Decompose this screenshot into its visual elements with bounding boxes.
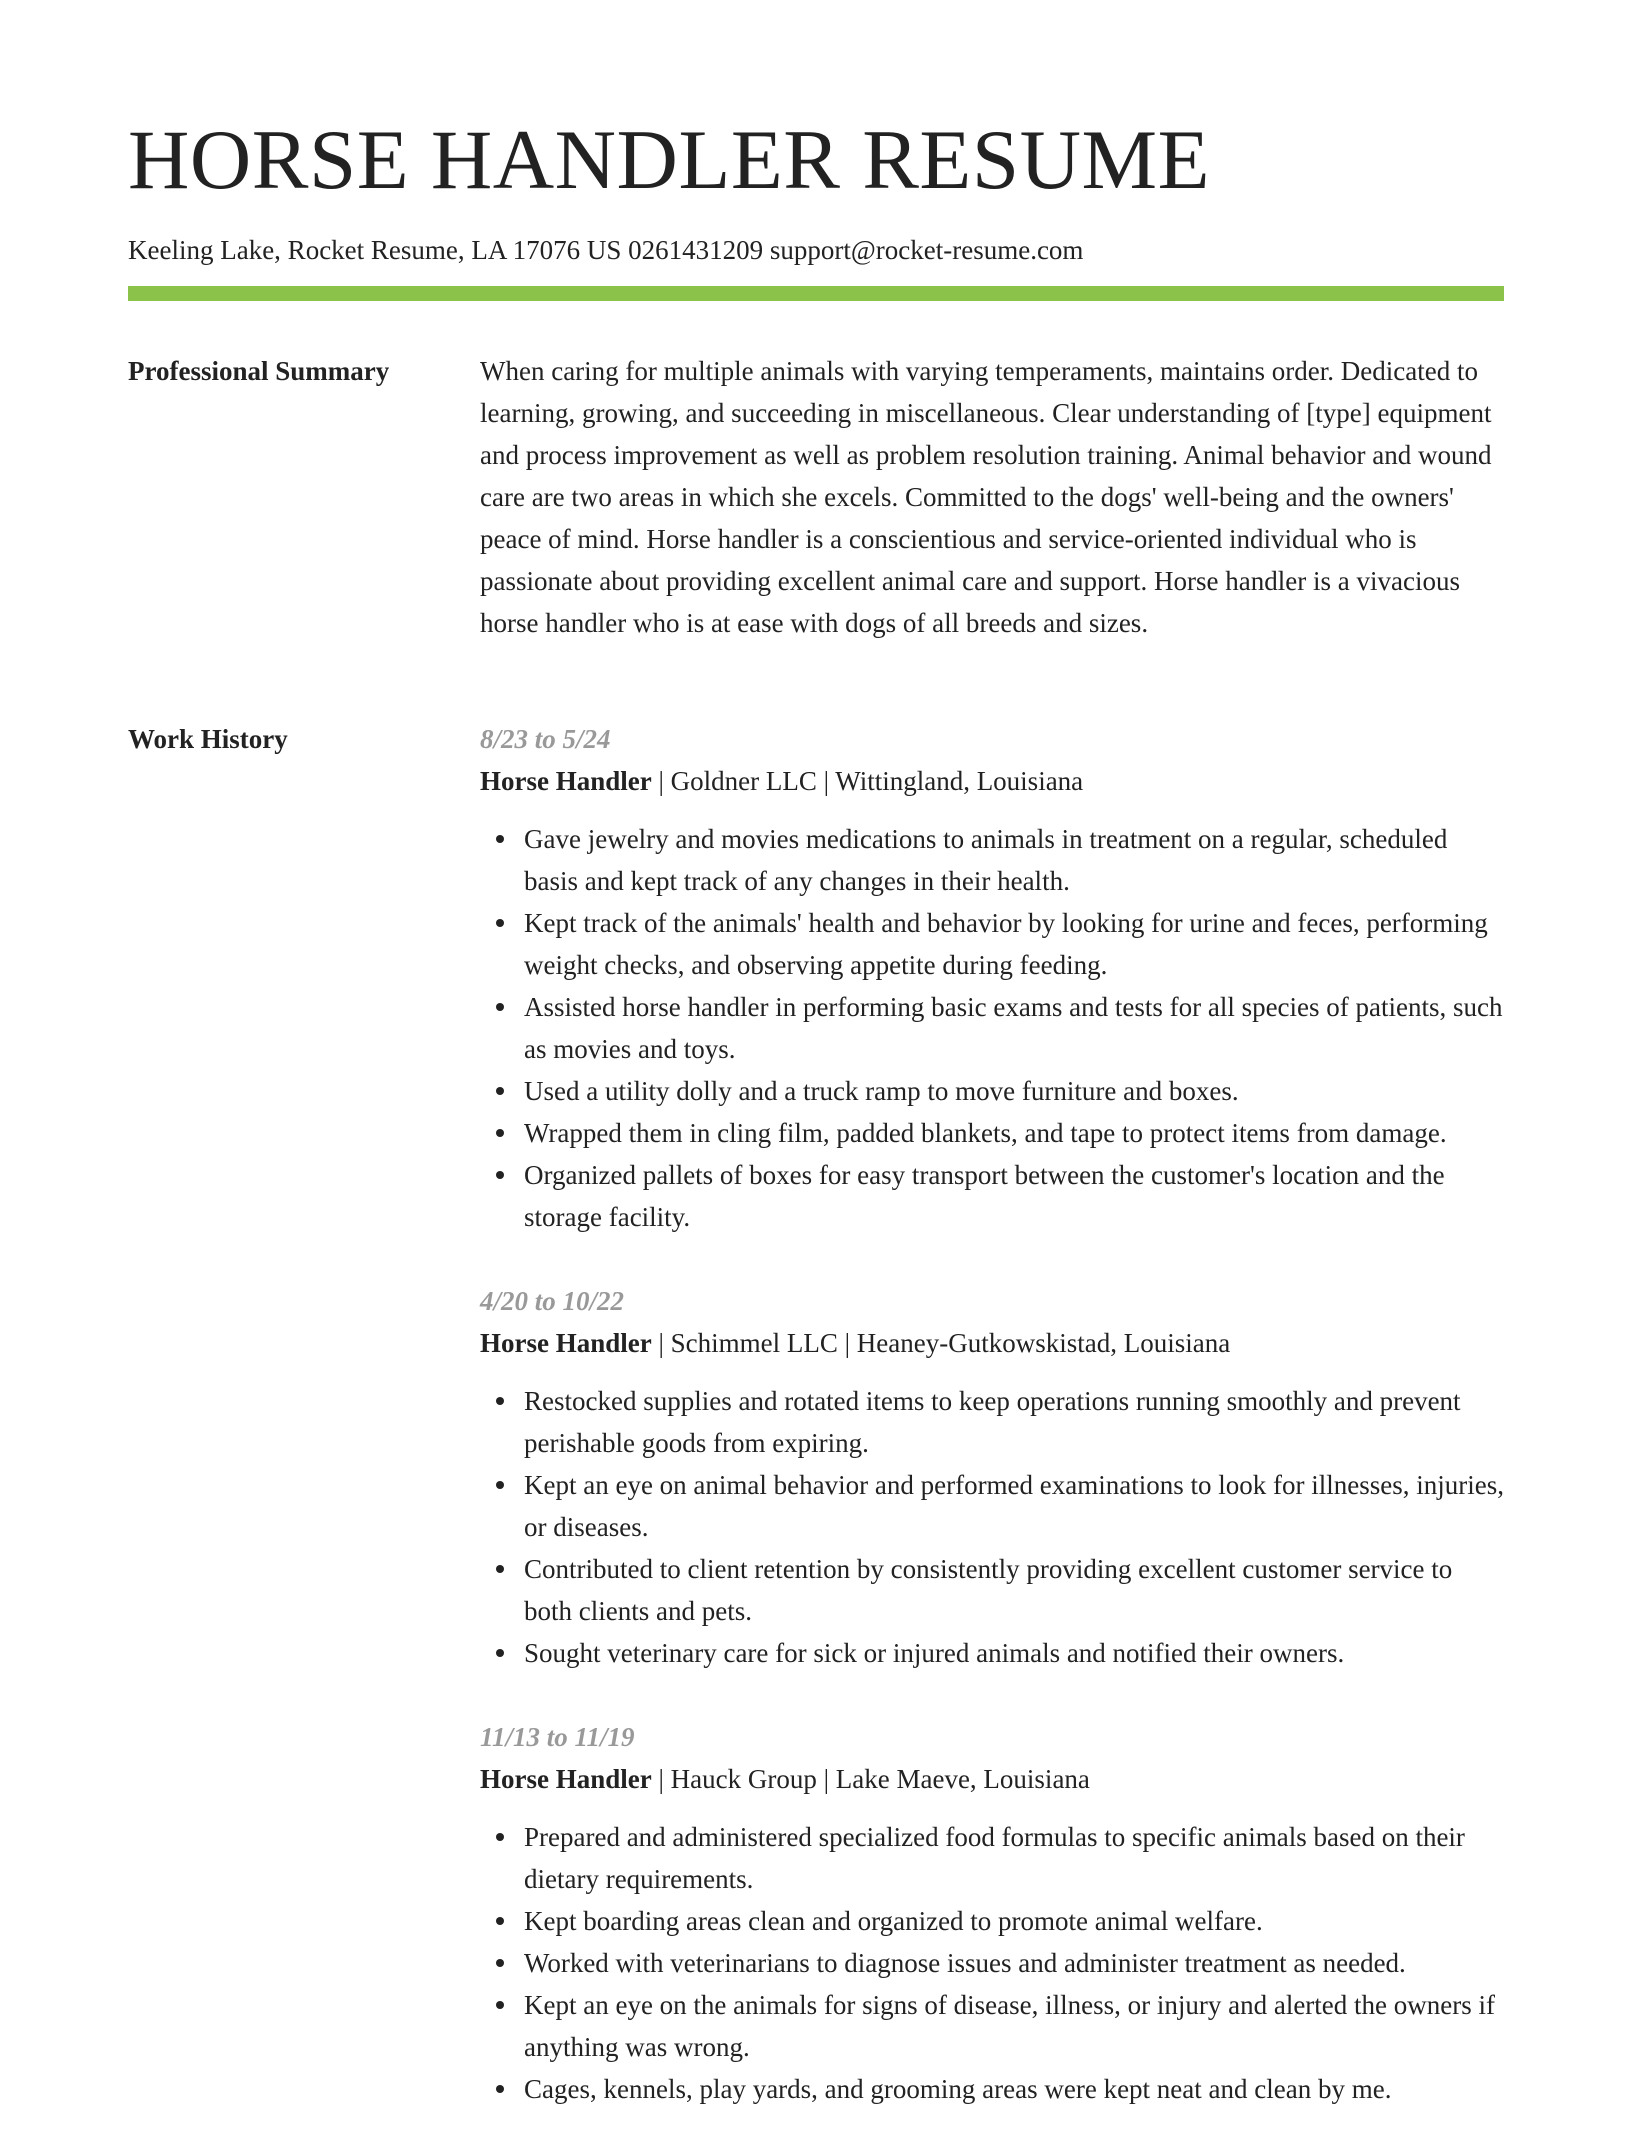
list-item: Kept boarding areas clean and organized to promote animal welfare. (524, 1900, 1504, 1942)
resume-title: HORSE HANDLER RESUME (128, 113, 1211, 207)
separator: | (651, 1328, 671, 1358)
job-dates: 11/13 to 11/19 (480, 1722, 635, 1752)
job-location: Lake Maeve, Louisiana (835, 1764, 1090, 1794)
list-item: Restocked supplies and rotated items to keep operations running smoothly and prevent perishable goods from expiring. (524, 1380, 1504, 1464)
list-item: Sought veterinary care for sick or injured animals and notified their owners. (524, 1632, 1504, 1674)
separator: | (837, 1328, 857, 1358)
list-item: Kept an eye on animal behavior and performed examinations to look for illnesses, injuries, or diseases. (524, 1464, 1504, 1548)
list-item: Organized pallets of boxes for easy transport between the customer's location and the storage facility. (524, 1154, 1504, 1238)
job-company: Goldner LLC (670, 766, 817, 796)
job-role: Horse Handler (480, 1764, 652, 1794)
list-item: Kept an eye on the animals for signs of disease, illness, or injury and alerted the owners if anything was wrong. (524, 1984, 1504, 2068)
list-item: Wrapped them in cling film, padded blankets, and tape to protect items from damage. (524, 1112, 1504, 1154)
list-item: Used a utility dolly and a truck ramp to move furniture and boxes. (524, 1070, 1504, 1112)
list-item: Prepared and administered specialized food formulas to specific animals based on their dietary requirements. (524, 1816, 1504, 1900)
separator: | (816, 1764, 836, 1794)
contact-line: Keeling Lake, Rocket Resume, LA 17076 US 0261431209 support@rocket-resume.com (128, 235, 1084, 265)
separator: | (651, 1764, 671, 1794)
separator: | (816, 766, 836, 796)
job-duties-list (480, 1380, 1504, 1674)
job-location: Wittingland, Louisiana (835, 766, 1084, 796)
list-item: Assisted horse handler in performing basic exams and tests for all species of patients, such as movies and toys. (524, 986, 1504, 1070)
job-entry (480, 718, 1504, 1238)
job-duties-list (480, 1816, 1504, 2110)
job-title-line (480, 1322, 1504, 1364)
job-title-line (480, 760, 1504, 802)
list-item: Kept track of the animals' health and behavior by looking for urine and feces, performing weight checks, and observing appetite during feeding. (524, 902, 1504, 986)
job-company: Hauck Group (670, 1764, 817, 1794)
work-history-heading: Work History (128, 724, 288, 754)
job-dates: 8/23 to 5/24 (480, 724, 611, 754)
job-entry (480, 1716, 1504, 2110)
job-role: Horse Handler (480, 1328, 652, 1358)
list-item: Worked with veterinarians to diagnose issues and administer treatment as needed. (524, 1942, 1504, 1984)
professional-summary-text: When caring for multiple animals with varying temperaments, maintains order. Dedicated to learning, growing, and succeeding in miscellaneous. Clear understanding of [type] equipment and process improvement as well as problem resolution training. Animal behavior and wound care are two areas in which she excels. Committed to the dogs' well-being and the owners' peace of mind. Horse handler is a conscientious and service-oriented individual who is passionate about providing excellent animal care and support. Horse handler is a vivacious horse handler who is at ease with dogs of all breeds and sizes. (480, 356, 1492, 638)
accent-divider (128, 286, 1504, 301)
work-history-list (480, 718, 1504, 2152)
separator: | (651, 766, 671, 796)
job-location: Heaney-Gutkowskistad, Louisiana (856, 1328, 1231, 1358)
professional-summary-heading: Professional Summary (128, 356, 390, 386)
job-title-line (480, 1758, 1504, 1800)
job-duties-list (480, 818, 1504, 1238)
job-entry (480, 1280, 1504, 1674)
job-role: Horse Handler (480, 766, 652, 796)
job-dates: 4/20 to 10/22 (480, 1286, 625, 1316)
list-item: Cages, kennels, play yards, and grooming areas were kept neat and clean by me. (524, 2068, 1504, 2110)
list-item: Gave jewelry and movies medications to animals in treatment on a regular, scheduled basis and kept track of any changes in their health. (524, 818, 1504, 902)
job-company: Schimmel LLC (670, 1328, 838, 1358)
list-item: Contributed to client retention by consistently providing excellent customer service to both clients and pets. (524, 1548, 1504, 1632)
